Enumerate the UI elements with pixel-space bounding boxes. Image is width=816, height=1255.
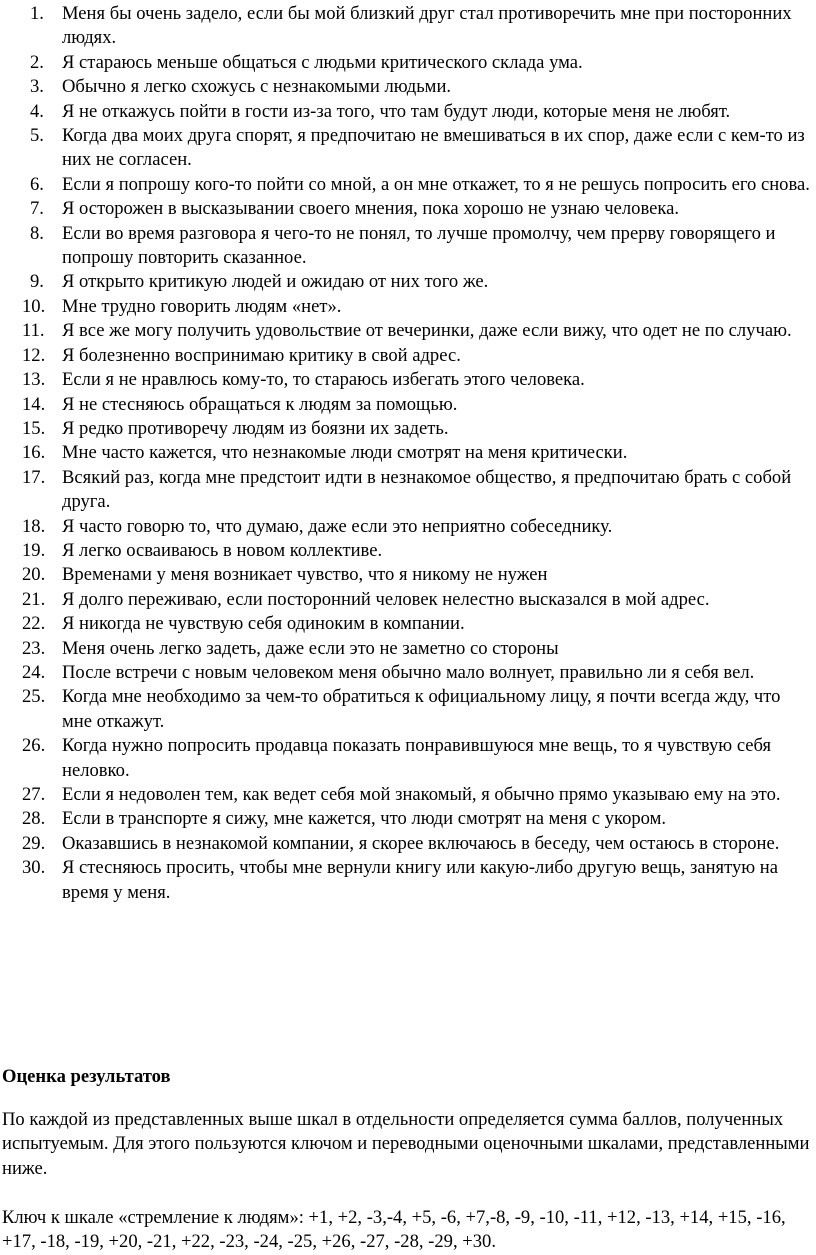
item-text: Когда мне необходимо за чем-то обратиться к официальному лицу, я почти всегда жду, что мне откажут. (62, 686, 781, 732)
list-item (0, 563, 816, 587)
item-text: Если во время разговора я чего-то не понял, то лучше промолчу, чем прерву говорящего и попрошу повторить сказанное. (62, 222, 776, 269)
item-text: После встречи с новым человеком меня обычно мало волнует, правильно ли я себя вел. (62, 661, 755, 683)
item-text: Я легко осваиваюсь в новом коллективе. (62, 539, 383, 561)
item-text: Мне трудно говорить людям «нет». (62, 295, 342, 317)
item-number: 14. (22, 393, 46, 415)
item-text: Я стесняюсь просить, чтобы мне вернули книгу или какую-либо другую вещь, занятую на время у меня. (62, 857, 778, 903)
list-item (0, 173, 816, 197)
list-item (0, 466, 816, 515)
list-item (0, 661, 816, 685)
item-text: Я болезненно воспринимаю критику в свой адрес. (62, 344, 461, 366)
list-item (0, 270, 816, 294)
item-text: Меня очень легко задеть, даже если это не заметно со стороны (62, 637, 559, 659)
item-number: 28. (22, 808, 46, 830)
list-item (0, 856, 816, 905)
list-item (0, 197, 816, 221)
item-number: 23. (22, 637, 46, 659)
list-item (0, 344, 816, 368)
scale-key: Ключ к шкале «стремление к людям»: +1, +2, -3,-4, +5, -6, +7,-8, -9, -10, -11, +12, -13, +14, +15, -16, +17, -18, -19, +20, -21, +22, -23, -24, -25, +26, -27, -28, -29, +30. (2, 1207, 786, 1253)
item-text: Если в транспорте я сижу, мне кажется, что люди смотрят на меня с укором. (62, 808, 667, 830)
list-item (0, 685, 816, 734)
item-number: 15. (22, 417, 46, 439)
item-text: Оказавшись в незнакомой компании, я скорее включаюсь в беседу, чем остаюсь в стороне. (62, 832, 780, 854)
item-number: 18. (22, 515, 46, 537)
item-text: Если я недоволен тем, как ведет себя мой знакомый, я обычно прямо указываю ему на это. (62, 784, 781, 805)
item-number: 4. (30, 100, 44, 122)
list-item (0, 417, 816, 441)
item-number: 19. (22, 539, 46, 561)
list-item (0, 100, 816, 124)
item-text: Я не стесняюсь обращаться к людям за помощью. (62, 393, 458, 415)
item-number: 30. (22, 857, 46, 879)
item-text: Я не откажусь пойти в гости из-за того, что там будут люди, которые меня не любят. (62, 100, 731, 122)
list-item (0, 539, 816, 563)
item-text: Я редко противоречу людям из боязни их задеть. (62, 417, 449, 439)
list-item (0, 222, 816, 271)
list-item (0, 124, 816, 173)
list-item (0, 393, 816, 417)
item-text: Я осторожен в высказывании своего мнения, пока хорошо не узнаю человека. (62, 198, 680, 220)
item-text: Я все же могу получить удовольствие от вечеринки, даже если вижу, что одет не по случаю. (62, 320, 792, 342)
item-text: Если я попрошу кого-то пойти со мной, а он мне откажет, то я не решусь попросить его снова. (62, 173, 810, 195)
item-text: Если я не нравлюсь кому-то, то стараюсь избегать этого человека. (62, 369, 585, 391)
item-number: 11. (22, 320, 45, 342)
item-number: 21. (22, 588, 46, 610)
item-number: 1. (30, 3, 44, 24)
results-description: По каждой из представленных выше шкал в отдельности определяется сумма баллов, полученных испытуемым. Для этого пользуются ключом и переводными оценочными шкалами, представленными ниже. (2, 1109, 810, 1179)
item-text: Когда нужно попросить продавца показать понравившуюся мне вещь, то я чувствую себя неловко. (62, 735, 772, 781)
item-number: 22. (22, 613, 46, 635)
list-item (0, 2, 816, 51)
list-item (0, 295, 816, 319)
item-text: Всякий раз, когда мне предстоит идти в незнакомое общество, я предпочитаю брать с собой друга. (62, 466, 792, 513)
item-number: 29. (22, 832, 46, 854)
item-number: 12. (22, 344, 46, 366)
questionnaire-list (0, 2, 816, 905)
item-text: Я никогда не чувствую себя одиноким в компании. (62, 613, 465, 635)
item-number: 10. (22, 295, 46, 317)
item-number: 20. (22, 564, 46, 586)
list-item (0, 637, 816, 661)
list-item (0, 319, 816, 343)
item-text: Когда два моих друга спорят, я предпочитаю не вмешиваться в их спор, даже если с кем-то из них не согласен. (62, 125, 805, 171)
item-number: 2. (30, 51, 44, 73)
list-item (0, 783, 816, 807)
item-number: 6. (30, 173, 44, 195)
item-number: 9. (30, 271, 44, 293)
item-text: Я стараюсь меньше общаться с людьми критического склада ума. (62, 51, 583, 73)
list-item (0, 441, 816, 465)
item-number: 24. (22, 661, 46, 683)
list-item (0, 75, 816, 99)
item-number: 25. (22, 686, 46, 708)
list-item (0, 51, 816, 75)
list-item (0, 515, 816, 539)
item-number: 13. (22, 369, 46, 391)
list-item (0, 368, 816, 392)
item-number: 17. (22, 466, 46, 488)
item-text: Я часто говорю то, что думаю, даже если это неприятно собеседнику. (62, 515, 613, 537)
item-number: 16. (22, 442, 46, 464)
item-text: Мне часто кажется, что незнакомые люди смотрят на меня критически. (62, 442, 628, 464)
item-text: Я долго переживаю, если посторонний человек нелестно высказался в мой адрес. (62, 588, 710, 610)
list-item (0, 807, 816, 831)
item-text: Я открыто критикую людей и ожидаю от них того же. (62, 271, 489, 293)
item-number: 27. (22, 784, 46, 805)
item-text: Меня бы очень задело, если бы мой близкий друг стал противоречить мне при посторонних людях. (62, 3, 792, 49)
item-number: 5. (30, 125, 44, 147)
item-number: 3. (30, 76, 44, 98)
item-text: Обычно я легко схожусь с незнакомыми людьми. (62, 76, 452, 98)
list-item (0, 734, 816, 783)
list-item (0, 588, 816, 612)
list-item (0, 832, 816, 856)
section-title: Оценка результатов (2, 1066, 171, 1087)
list-item (0, 612, 816, 636)
item-number: 8. (30, 222, 44, 244)
item-text: Временами у меня возникает чувство, что я никому не нужен (62, 564, 548, 586)
item-number: 26. (22, 735, 46, 757)
item-number: 7. (30, 198, 44, 220)
